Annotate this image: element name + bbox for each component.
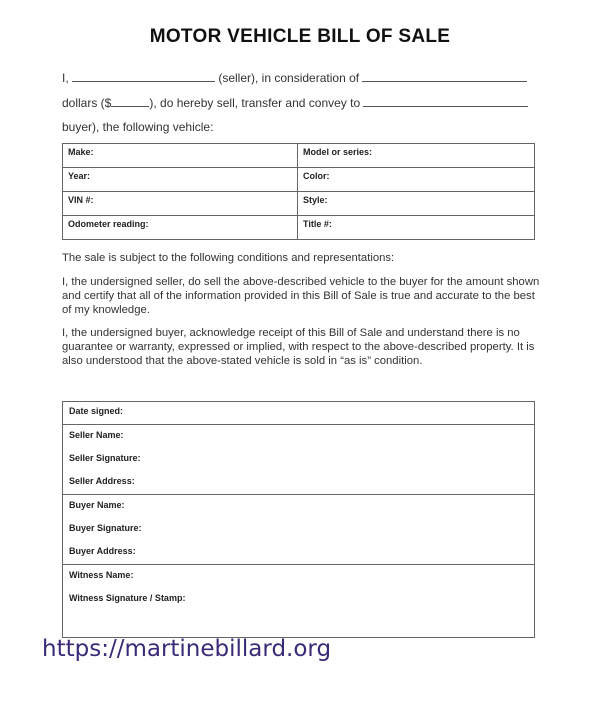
intro-line-1 xyxy=(62,70,527,85)
make-field[interactable]: Make: xyxy=(63,144,298,168)
buyer-name-field[interactable]: Buyer Name: xyxy=(69,500,125,510)
title-number-field[interactable]: Title #: xyxy=(298,216,535,240)
odometer-field[interactable]: Odometer reading: xyxy=(63,216,298,240)
divider xyxy=(63,564,534,565)
buyer-statement: I, the undersigned buyer, acknowledge receipt of this Bill of Sale and understand there is no guarantee or warranty, expressed or implied, with respect to the above-described property. It is also understood that the above-stated vehicle is sold in “as is” condition. xyxy=(62,327,535,367)
style-field[interactable]: Style: xyxy=(298,192,535,216)
document-title: MOTOR VEHICLE BILL OF SALE xyxy=(149,26,451,47)
intro-text: I, xyxy=(62,71,73,85)
intro-text: (seller), in consideration of xyxy=(215,71,363,85)
amount-blank[interactable] xyxy=(111,95,149,107)
seller-name-field[interactable]: Seller Name: xyxy=(69,430,124,440)
divider xyxy=(63,424,534,425)
seller-signature-field[interactable]: Seller Signature: xyxy=(69,453,141,463)
consideration-blank[interactable] xyxy=(362,70,527,82)
witness-name-field[interactable]: Witness Name: xyxy=(69,570,134,580)
seller-statement: I, the undersigned seller, do sell the above-described vehicle to the buyer for the amount shown and certify that all of the information provided in this Bill of Sale is true and accurate to the best of my knowledge. xyxy=(62,276,540,316)
signature-box xyxy=(62,401,535,638)
conditions-statement: The sale is subject to the following conditions and representations: xyxy=(62,252,395,264)
seller-address-field[interactable]: Seller Address: xyxy=(69,476,135,486)
intro-line-2 xyxy=(62,95,528,110)
divider xyxy=(63,494,534,495)
watermark-url: https://martinebillard.org xyxy=(42,636,332,662)
witness-signature-field[interactable]: Witness Signature / Stamp: xyxy=(69,593,186,603)
color-field[interactable]: Color: xyxy=(298,168,535,192)
intro-text: dollars ($ xyxy=(62,96,112,110)
intro-line-3: buyer), the following vehicle: xyxy=(62,120,214,134)
vin-field[interactable]: VIN #: xyxy=(63,192,298,216)
intro-text: ), do hereby sell, transfer and convey to xyxy=(149,96,364,110)
date-signed-field[interactable]: Date signed: xyxy=(69,406,124,416)
seller-name-blank[interactable] xyxy=(72,70,215,82)
year-field[interactable]: Year: xyxy=(63,168,298,192)
vehicle-details-table xyxy=(62,143,535,240)
model-field[interactable]: Model or series: xyxy=(298,144,535,168)
buyer-name-blank[interactable] xyxy=(363,95,528,107)
buyer-address-field[interactable]: Buyer Address: xyxy=(69,546,136,556)
buyer-signature-field[interactable]: Buyer Signature: xyxy=(69,523,142,533)
